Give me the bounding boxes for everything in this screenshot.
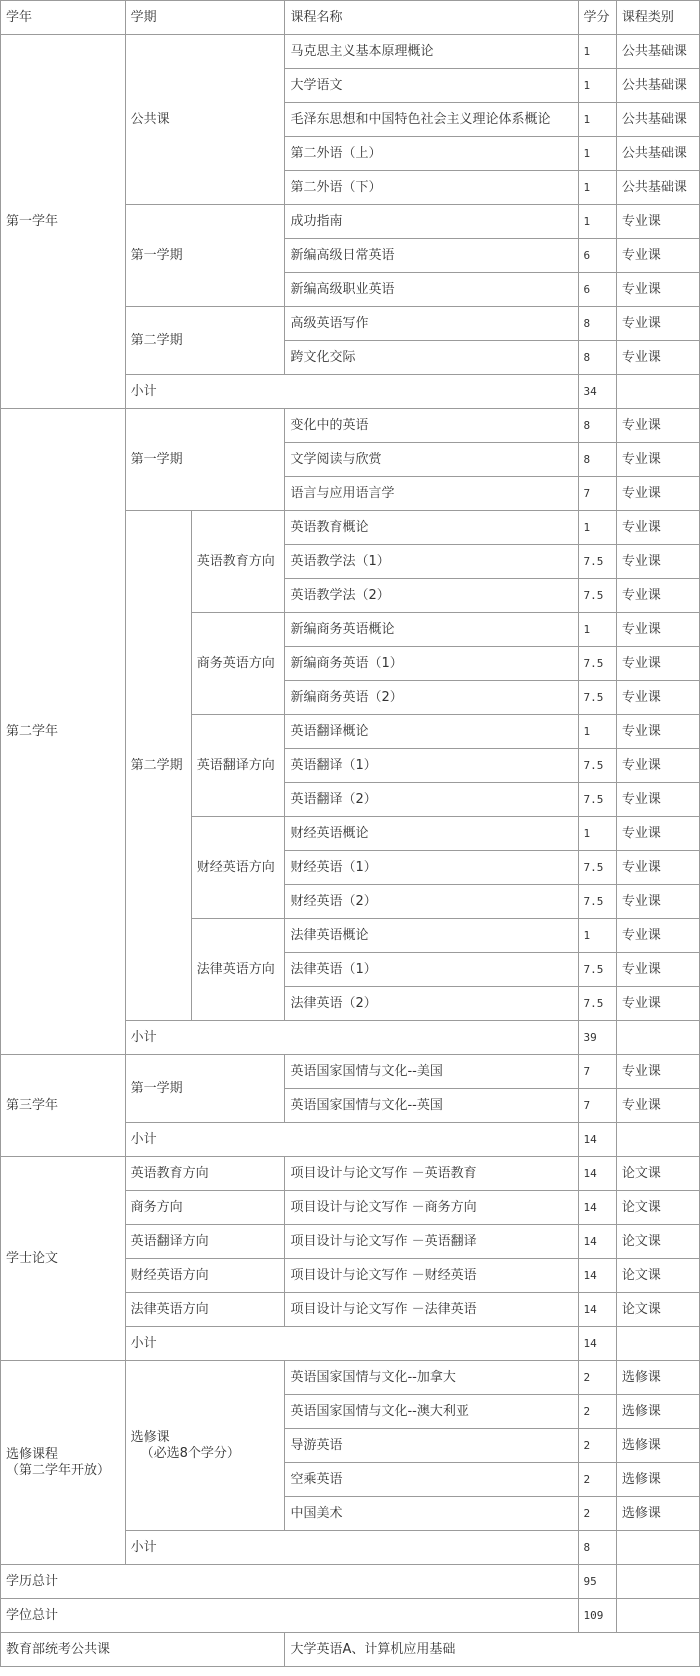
course-credit: 7.5 bbox=[578, 987, 616, 1021]
term-cell: 第二学期 bbox=[125, 511, 191, 1021]
course-name: 导游英语 bbox=[285, 1429, 578, 1463]
course-name: 英语翻译概论 bbox=[285, 715, 578, 749]
empty-cell bbox=[616, 375, 699, 409]
empty-cell bbox=[616, 1565, 699, 1599]
degree-total-value: 109 bbox=[578, 1599, 616, 1633]
track-cell: 英语教育方向 bbox=[125, 1157, 285, 1191]
exam-value: 大学英语A、计算机应用基础 bbox=[285, 1633, 700, 1667]
course-credit: 8 bbox=[578, 443, 616, 477]
course-type: 专业课 bbox=[616, 273, 699, 307]
course-name: 空乘英语 bbox=[285, 1463, 578, 1497]
subtotal-value: 14 bbox=[578, 1123, 616, 1157]
course-credit: 1 bbox=[578, 817, 616, 851]
course-type: 公共基础课 bbox=[616, 137, 699, 171]
track-cell: 法律英语方向 bbox=[125, 1293, 285, 1327]
track-cell: 英语翻译方向 bbox=[191, 715, 285, 817]
course-credit: 6 bbox=[578, 273, 616, 307]
course-type: 专业课 bbox=[616, 205, 699, 239]
course-type: 选修课 bbox=[616, 1429, 699, 1463]
course-credit: 1 bbox=[578, 205, 616, 239]
course-credit: 14 bbox=[578, 1259, 616, 1293]
course-credit: 7.5 bbox=[578, 647, 616, 681]
track-cell: 商务方向 bbox=[125, 1191, 285, 1225]
course-type: 公共基础课 bbox=[616, 35, 699, 69]
course-name: 法律英语概论 bbox=[285, 919, 578, 953]
degree-total-label: 学位总计 bbox=[1, 1599, 579, 1633]
course-credit: 1 bbox=[578, 511, 616, 545]
diploma-total-label: 学历总计 bbox=[1, 1565, 579, 1599]
course-credit: 8 bbox=[578, 409, 616, 443]
track-cell: 财经英语方向 bbox=[125, 1259, 285, 1293]
course-type: 选修课 bbox=[616, 1497, 699, 1531]
course-name: 英语国家国情与文化--英国 bbox=[285, 1089, 578, 1123]
term-cell: 第二学期 bbox=[125, 307, 285, 375]
course-name: 英语教学法（2） bbox=[285, 579, 578, 613]
course-name: 英语翻译（1） bbox=[285, 749, 578, 783]
course-name: 变化中的英语 bbox=[285, 409, 578, 443]
subtotal-label: 小计 bbox=[125, 375, 578, 409]
course-name: 跨文化交际 bbox=[285, 341, 578, 375]
course-type: 专业课 bbox=[616, 817, 699, 851]
total-row bbox=[1, 1599, 700, 1633]
subtotal-value: 39 bbox=[578, 1021, 616, 1055]
year-cell: 学士论文 bbox=[1, 1157, 126, 1361]
course-credit: 2 bbox=[578, 1497, 616, 1531]
course-type: 专业课 bbox=[616, 613, 699, 647]
course-type: 专业课 bbox=[616, 239, 699, 273]
course-name: 项目设计与论文写作 －法律英语 bbox=[285, 1293, 578, 1327]
course-name: 英语国家国情与文化--澳大利亚 bbox=[285, 1395, 578, 1429]
year-cell bbox=[1, 1361, 126, 1565]
subtotal-label: 小计 bbox=[125, 1123, 578, 1157]
course-name: 项目设计与论文写作 －英语翻译 bbox=[285, 1225, 578, 1259]
course-credit: 7.5 bbox=[578, 681, 616, 715]
course-type: 专业课 bbox=[616, 307, 699, 341]
course-name: 财经英语概论 bbox=[285, 817, 578, 851]
table-row bbox=[1, 1157, 700, 1191]
course-type: 专业课 bbox=[616, 545, 699, 579]
course-credit: 14 bbox=[578, 1293, 616, 1327]
course-credit: 7.5 bbox=[578, 783, 616, 817]
year-cell: 第二学年 bbox=[1, 409, 126, 1055]
track-cell: 法律英语方向 bbox=[191, 919, 285, 1021]
course-credit: 14 bbox=[578, 1225, 616, 1259]
course-name: 成功指南 bbox=[285, 205, 578, 239]
empty-cell bbox=[616, 1531, 699, 1565]
track-cell: 财经英语方向 bbox=[191, 817, 285, 919]
course-name: 中国美术 bbox=[285, 1497, 578, 1531]
term-cell: 第一学期 bbox=[125, 409, 285, 511]
course-type: 专业课 bbox=[616, 511, 699, 545]
course-type: 论文课 bbox=[616, 1157, 699, 1191]
course-name: 新编商务英语概论 bbox=[285, 613, 578, 647]
course-credit: 14 bbox=[578, 1157, 616, 1191]
header-category: 课程类别 bbox=[616, 1, 699, 35]
course-type: 专业课 bbox=[616, 409, 699, 443]
course-name: 毛泽东思想和中国特色社会主义理论体系概论 bbox=[285, 103, 578, 137]
course-credit: 1 bbox=[578, 69, 616, 103]
course-name: 大学语文 bbox=[285, 69, 578, 103]
course-type: 专业课 bbox=[616, 783, 699, 817]
year-cell: 第三学年 bbox=[1, 1055, 126, 1157]
course-credit: 8 bbox=[578, 341, 616, 375]
course-credit: 2 bbox=[578, 1429, 616, 1463]
course-name: 新编高级职业英语 bbox=[285, 273, 578, 307]
course-credit: 1 bbox=[578, 137, 616, 171]
elective-sublabel: （第二学年开放） bbox=[6, 1462, 111, 1478]
course-name: 新编商务英语（2） bbox=[285, 681, 578, 715]
course-name: 英语教育概论 bbox=[285, 511, 578, 545]
term-cell bbox=[125, 1361, 285, 1531]
course-credit: 7.5 bbox=[578, 545, 616, 579]
course-type: 选修课 bbox=[616, 1463, 699, 1497]
course-credit: 1 bbox=[578, 171, 616, 205]
course-credit: 1 bbox=[578, 613, 616, 647]
course-type: 专业课 bbox=[616, 851, 699, 885]
elective-term-label: 选修课 bbox=[130, 1429, 170, 1445]
course-type: 公共基础课 bbox=[616, 103, 699, 137]
course-name: 英语教学法（1） bbox=[285, 545, 578, 579]
course-name: 文学阅读与欣赏 bbox=[285, 443, 578, 477]
empty-cell bbox=[616, 1123, 699, 1157]
track-cell: 英语翻译方向 bbox=[125, 1225, 285, 1259]
course-type: 专业课 bbox=[616, 477, 699, 511]
course-type: 专业课 bbox=[616, 341, 699, 375]
table-row bbox=[1, 409, 700, 443]
subtotal-label: 小计 bbox=[125, 1531, 578, 1565]
course-name: 语言与应用语言学 bbox=[285, 477, 578, 511]
course-name: 项目设计与论文写作 －财经英语 bbox=[285, 1259, 578, 1293]
course-credit: 1 bbox=[578, 715, 616, 749]
subtotal-value: 34 bbox=[578, 375, 616, 409]
track-cell: 商务英语方向 bbox=[191, 613, 285, 715]
course-type: 选修课 bbox=[616, 1395, 699, 1429]
course-name: 财经英语（1） bbox=[285, 851, 578, 885]
course-type: 专业课 bbox=[616, 749, 699, 783]
course-type: 专业课 bbox=[616, 1089, 699, 1123]
total-row bbox=[1, 1565, 700, 1599]
track-cell: 英语教育方向 bbox=[191, 511, 285, 613]
course-credit: 2 bbox=[578, 1463, 616, 1497]
course-name: 新编高级日常英语 bbox=[285, 239, 578, 273]
course-name: 英语翻译（2） bbox=[285, 783, 578, 817]
course-type: 专业课 bbox=[616, 681, 699, 715]
term-cell: 公共课 bbox=[125, 35, 285, 205]
header-credit: 学分 bbox=[578, 1, 616, 35]
header-year: 学年 bbox=[1, 1, 126, 35]
course-credit: 1 bbox=[578, 35, 616, 69]
course-credit: 14 bbox=[578, 1191, 616, 1225]
course-credit: 8 bbox=[578, 307, 616, 341]
course-name: 财经英语（2） bbox=[285, 885, 578, 919]
term-cell: 第一学期 bbox=[125, 205, 285, 307]
course-credit: 6 bbox=[578, 239, 616, 273]
header-row bbox=[1, 1, 700, 35]
diploma-total-value: 95 bbox=[578, 1565, 616, 1599]
course-name: 新编商务英语（1） bbox=[285, 647, 578, 681]
course-credit: 7 bbox=[578, 477, 616, 511]
course-name: 第二外语（上） bbox=[285, 137, 578, 171]
course-credit: 7.5 bbox=[578, 579, 616, 613]
course-type: 论文课 bbox=[616, 1191, 699, 1225]
course-name: 法律英语（2） bbox=[285, 987, 578, 1021]
course-name: 马克思主义基本原理概论 bbox=[285, 35, 578, 69]
course-type: 论文课 bbox=[616, 1259, 699, 1293]
course-credit: 2 bbox=[578, 1361, 616, 1395]
table-row bbox=[1, 1055, 700, 1089]
course-type: 专业课 bbox=[616, 443, 699, 477]
course-type: 专业课 bbox=[616, 987, 699, 1021]
course-credit: 7.5 bbox=[578, 851, 616, 885]
subtotal-value: 14 bbox=[578, 1327, 616, 1361]
exam-row bbox=[1, 1633, 700, 1667]
subtotal-value: 8 bbox=[578, 1531, 616, 1565]
header-course: 课程名称 bbox=[285, 1, 578, 35]
course-type: 专业课 bbox=[616, 715, 699, 749]
course-type: 专业课 bbox=[616, 1055, 699, 1089]
year-cell: 第一学年 bbox=[1, 35, 126, 409]
course-credit: 1 bbox=[578, 919, 616, 953]
course-type: 专业课 bbox=[616, 919, 699, 953]
course-type: 专业课 bbox=[616, 579, 699, 613]
course-credit: 7 bbox=[578, 1089, 616, 1123]
subtotal-label: 小计 bbox=[125, 1327, 578, 1361]
course-name: 项目设计与论文写作 －商务方向 bbox=[285, 1191, 578, 1225]
course-credit: 7.5 bbox=[578, 749, 616, 783]
course-type: 公共基础课 bbox=[616, 69, 699, 103]
course-name: 项目设计与论文写作 －英语教育 bbox=[285, 1157, 578, 1191]
empty-cell bbox=[616, 1599, 699, 1633]
course-type: 专业课 bbox=[616, 953, 699, 987]
course-credit: 7.5 bbox=[578, 885, 616, 919]
empty-cell bbox=[616, 1021, 699, 1055]
course-name: 第二外语（下） bbox=[285, 171, 578, 205]
course-credit: 1 bbox=[578, 103, 616, 137]
course-credit: 7.5 bbox=[578, 953, 616, 987]
subtotal-label: 小计 bbox=[125, 1021, 578, 1055]
course-credit: 2 bbox=[578, 1395, 616, 1429]
exam-label: 教育部统考公共课 bbox=[1, 1633, 285, 1667]
course-type: 专业课 bbox=[616, 885, 699, 919]
course-name: 英语国家国情与文化--加拿大 bbox=[285, 1361, 578, 1395]
term-cell: 第一学期 bbox=[125, 1055, 285, 1123]
course-type: 公共基础课 bbox=[616, 171, 699, 205]
course-credit: 7 bbox=[578, 1055, 616, 1089]
header-term: 学期 bbox=[125, 1, 285, 35]
elective-label: 选修课程 bbox=[6, 1446, 59, 1462]
table-row bbox=[1, 35, 700, 69]
course-type: 论文课 bbox=[616, 1293, 699, 1327]
course-name: 法律英语（1） bbox=[285, 953, 578, 987]
table-row bbox=[1, 1361, 700, 1395]
course-type: 选修课 bbox=[616, 1361, 699, 1395]
course-name: 英语国家国情与文化--美国 bbox=[285, 1055, 578, 1089]
course-type: 专业课 bbox=[616, 647, 699, 681]
elective-term-note: （必选8个学分） bbox=[140, 1445, 240, 1461]
course-type: 论文课 bbox=[616, 1225, 699, 1259]
empty-cell bbox=[616, 1327, 699, 1361]
course-name: 高级英语写作 bbox=[285, 307, 578, 341]
